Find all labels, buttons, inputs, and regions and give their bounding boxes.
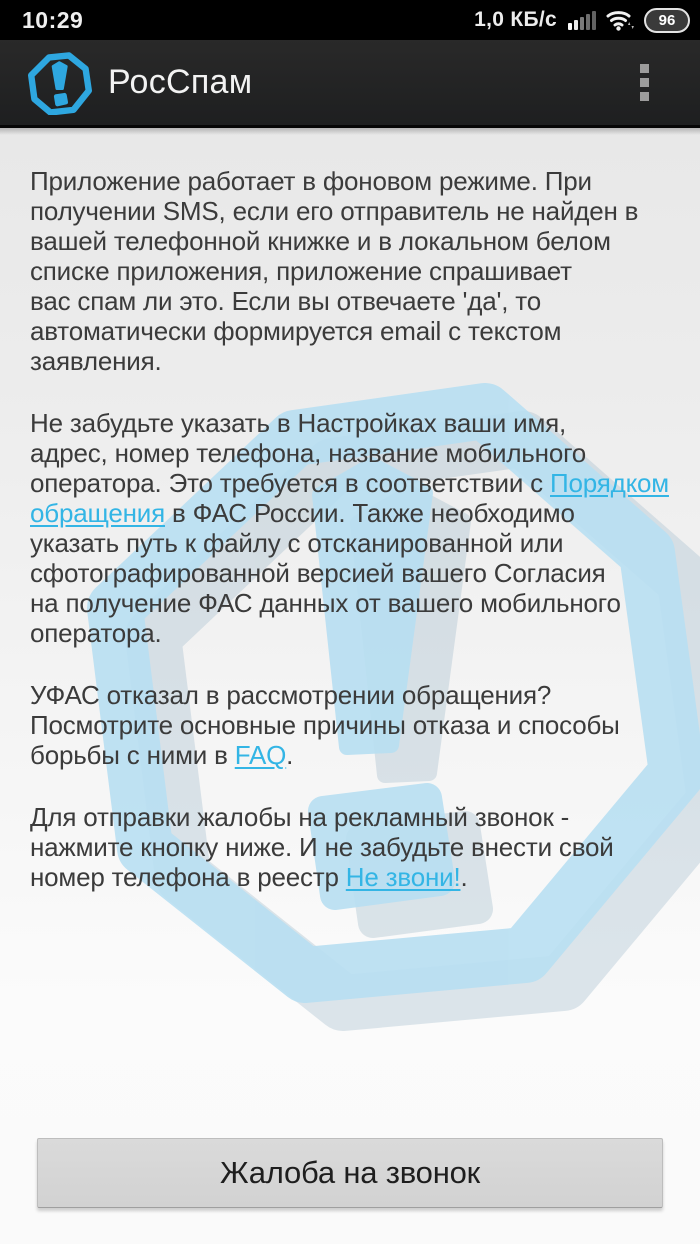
paragraphs [0,128,700,892]
text-line [30,588,670,618]
overflow-dot [640,78,649,87]
paragraph [30,166,670,376]
text-run: вашей телефонной книжке и в локальном белом [30,226,611,256]
text-run: номер телефона в реестр [30,862,346,892]
status-bar [0,0,700,40]
battery-level-text: 96 [658,11,676,29]
inline-link[interactable]: Порядком [550,468,669,498]
text-run: УФАС отказал в рассмотрении обращения? [30,680,552,710]
text-line [30,862,670,892]
text-run: . [460,862,468,892]
inline-link[interactable]: Не звони! [345,862,461,892]
app-bar [0,40,700,128]
text-line [30,286,670,316]
text-line [30,408,670,438]
text-run: автоматически формируется email с текстом [30,316,562,346]
inline-link[interactable]: обращения [30,498,165,528]
text-line [30,316,670,346]
text-run: оператора. Это требуется в соответствии с [30,468,550,498]
app-title: РосСпам [108,63,253,101]
text-line [30,832,670,862]
paragraph [30,680,670,770]
text-run: списке приложения, приложение спрашивает [30,256,572,286]
text-line [30,226,670,256]
text-line [30,528,670,558]
text-run: вас спам ли это. Если вы отвечаете 'да', то [30,286,541,316]
text-run: Приложение работает в фоновом режиме. При [30,166,592,196]
text-line [30,802,670,832]
text-run: сфотографированной версией вашего Согласия [30,558,606,588]
paragraph [30,802,670,892]
inline-link[interactable]: FAQ [234,740,287,770]
wifi-icon [605,8,635,32]
text-run: . [286,740,294,770]
text-line [30,710,670,740]
text-line [30,680,670,710]
battery-pill-indicator [644,8,690,33]
text-line [30,618,670,648]
text-line [30,498,670,528]
text-line [30,740,670,770]
text-line [30,166,670,196]
text-line [30,196,670,226]
text-run: оператора. [30,618,162,648]
text-run: Для отправки жалобы на рекламный звонок - [30,802,570,832]
text-run: Не забудьте указать в Настройках ваши имя, [30,408,567,438]
text-run: нажмите кнопку ниже. И не забудьте внести свой [30,832,614,862]
paragraph [30,408,670,648]
rosspam-logo-icon [28,51,92,115]
overflow-dot [640,92,649,101]
text-line [30,558,670,588]
content-area [0,128,700,1244]
text-run: борьбы с ними в [30,740,235,770]
signal-bars-icon [568,10,596,30]
clock-text: 10:29 [22,6,84,33]
text-run: в ФАС России. Также необходимо [165,498,575,528]
network-speed-text: 1,0 КБ/с [474,8,557,31]
overflow-dot [640,64,649,73]
text-line [30,346,670,376]
text-run: получении SMS, если его отправитель не найден в [30,196,639,226]
text-line [30,468,670,498]
text-run: на получение ФАС данных от вашего мобильного [30,588,621,618]
text-line [30,438,670,468]
text-run: адрес, номер телефона, название мобильного [30,438,587,468]
overflow-menu-button[interactable] [634,58,655,107]
status-icons-cluster [474,8,692,33]
text-run: заявления. [30,346,162,376]
text-run: Посмотрите основные причины отказа и способы [30,710,620,740]
text-run: указать путь к файлу с отсканированной или [30,528,564,558]
complaint-call-button[interactable]: Жалоба на звонок [37,1138,663,1208]
text-line [30,256,670,286]
